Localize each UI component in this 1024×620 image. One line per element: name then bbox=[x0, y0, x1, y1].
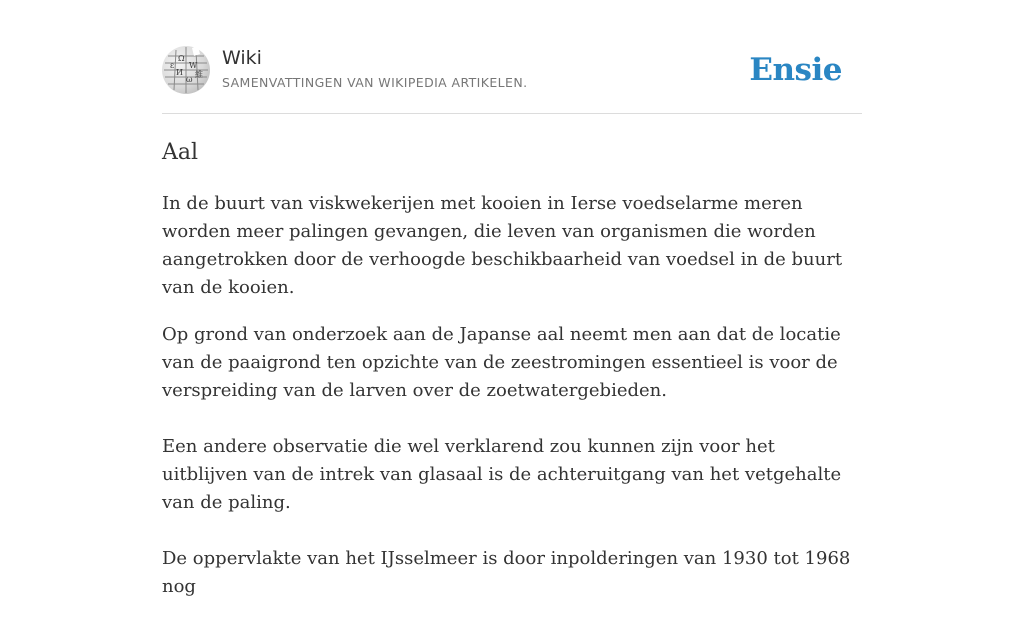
svg-text:Ω: Ω bbox=[178, 54, 185, 63]
wikipedia-globe-icon[interactable] bbox=[162, 46, 210, 94]
article-paragraph: De oppervlakte van het IJsselmeer is door inpolderingen van 1930 tot 1968 nog bbox=[162, 548, 851, 597]
site-header bbox=[162, 0, 862, 114]
article-paragraph: In de buurt van viskwekerijen met kooien in Ierse voedselarme meren worden meer palingen gevangen, die leven van organismen die worden aangetrokken door de verhoogde beschikbaarheid van voedsel in de buurt van de kooien. bbox=[162, 193, 843, 298]
article-paragraph: Een andere observatie die wel verklarend zou kunnen zijn voor het uitblijven van de intrek van glasaal is de achteruitgang van het vetgehalte van de paling. bbox=[162, 436, 842, 513]
article-body bbox=[162, 190, 862, 620]
svg-text:維: 維 bbox=[195, 70, 203, 79]
svg-text:W: W bbox=[189, 61, 198, 70]
site-tagline: SAMENVATTINGEN VAN WIKIPEDIA ARTIKELEN. bbox=[222, 75, 528, 90]
svg-text:ε: ε bbox=[170, 61, 175, 70]
svg-text:И: И bbox=[176, 68, 183, 77]
article-title: Aal bbox=[162, 140, 199, 165]
site-title[interactable]: Wiki bbox=[222, 47, 262, 69]
article-paragraph: Op grond van onderzoek aan de Japanse aal neemt men aan dat de locatie van de paaigrond ten opzichte van de zeestromingen essentieel is voor de verspreiding van de larven over de zoetwatergebieden. bbox=[162, 324, 841, 401]
svg-text:ω: ω bbox=[186, 75, 193, 84]
ensie-brand-link[interactable]: Ensie bbox=[749, 52, 842, 88]
page-container bbox=[162, 0, 862, 597]
